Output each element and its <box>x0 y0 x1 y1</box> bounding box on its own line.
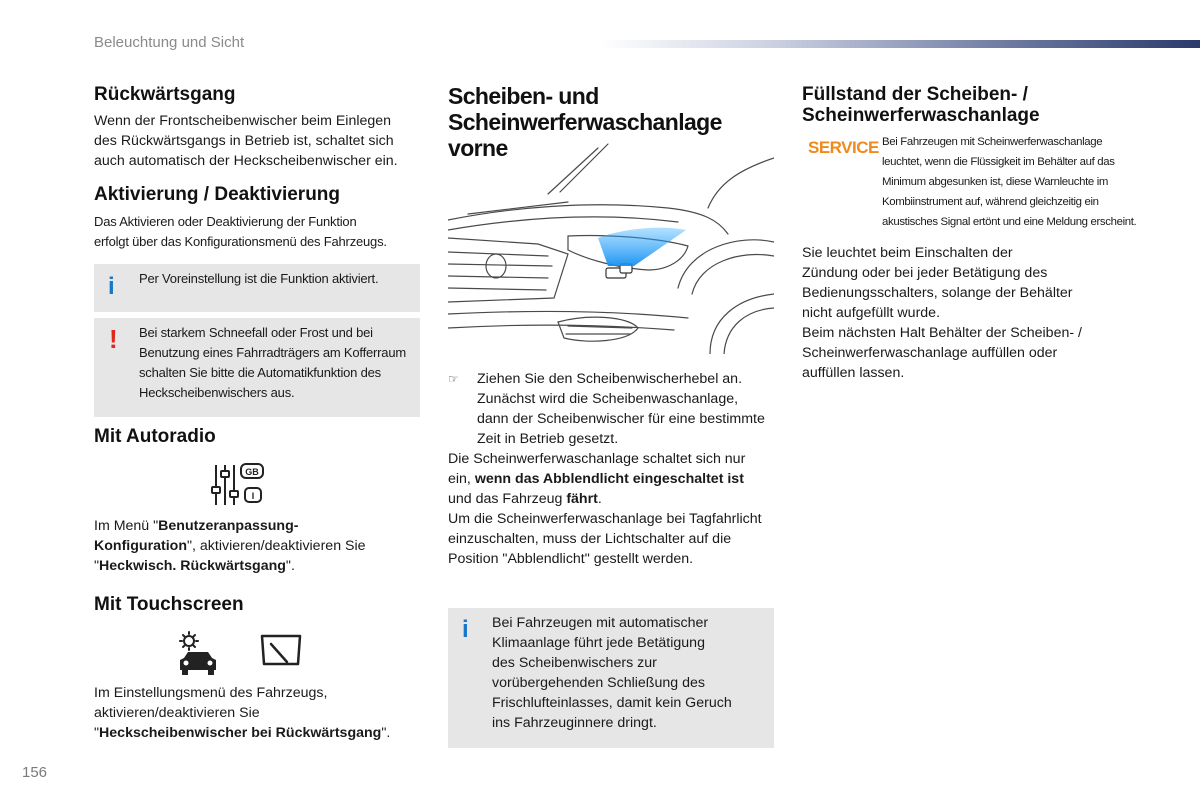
pointing-hand-icon: ☞ <box>448 372 459 386</box>
page-number: 156 <box>22 764 48 781</box>
heading-scheibenwaschanlage: Scheiben- und Scheinwerferwaschanlage vorne <box>448 83 722 161</box>
svg-text:GB: GB <box>245 467 259 477</box>
car-front-illustration <box>448 138 774 354</box>
info-box-klimaanlage-text: Bei Fahrzeugen mit automatischer Klimaanlage führt jede Betätigung des Scheibenwischers zur vorübergehenden Schließung des Frischlufteinlasses, damit kein Geruch ins Fahrzeuginnere dringt. <box>492 615 732 731</box>
paragraph-fuellstand: Sie leuchtet beim Einschalten der Zündung oder bei jeder Betätigung des Bedienungsschalters, solange der Behälter nicht aufgefüllt wurde. Beim nächsten Halt Behälter der Scheiben- / Scheinwerferwaschanlage auffüllen oder auffüllen lassen. <box>802 245 1082 381</box>
info-box-klimaanlage <box>448 608 774 748</box>
step-pull-wiper-lever: ☞ Ziehen Sie den Scheibenwischerhebel an. Zunächst wird die Scheibenwaschanlage, dann der Scheibenwischer für eine bestimmte Zeit in Betrieb gesetzt. <box>448 371 765 447</box>
warning-box-text: Bei starkem Schneefall oder Frost und bei Benutzung eines Fahrradträgers am Kofferraum schalten Sie bitte die Automatikfunktion des Heckscheibenwischers aus. <box>139 325 406 400</box>
section-header: Beleuchtung und Sicht <box>94 34 245 51</box>
info-icon: i <box>462 616 469 643</box>
header-gradient-bar <box>600 40 1200 48</box>
autoradio-settings-icon <box>209 461 269 511</box>
car-settings-icon <box>176 630 220 676</box>
info-icon: i <box>108 273 115 300</box>
paragraph-rueckwaertsgang: Wenn der Frontscheibenwischer beim Einlegen des Rückwärtsgangs in Betrieb ist, schaltet sich auch automatisch der Heckscheibenwischer ein. <box>94 113 398 169</box>
paragraph-aktivierung: Das Aktivieren oder Deaktivierung der Funktion erfolgt über das Konfigurationsmenü des Fahrzeugs. <box>94 214 387 249</box>
info-box-default <box>94 264 420 312</box>
info-box-text: Per Voreinstellung ist die Funktion aktiviert. <box>139 271 379 286</box>
heading-rueckwaertsgang: Rückwärtsgang <box>94 84 236 105</box>
heading-mit-touchscreen: Mit Touchscreen <box>94 594 244 615</box>
rear-wiper-icon <box>258 632 304 668</box>
service-warning-icon: SERVICE <box>808 138 879 157</box>
paragraph-scheinwerferwaschanlage: Die Scheinwerferwaschanlage schaltet sich nur ein, wenn das Abblendlicht eingeschaltet ist und das Fahrzeug fährt. Um die Scheinwerferwaschanlage bei Tagfahrlicht einzuschalten, muss der Lichtschalter auf die Position "Abblendlicht" gestellt werden. <box>448 451 762 567</box>
service-explanation: Bei Fahrzeugen mit Scheinwerferwaschanlage leuchtet, wenn die Flüssigkeit im Behälter auf das Minimum abgesunken ist, diese Warnleuchte im Kombiinstrument auf, während gleichzeitig ein akustisches Signal ertönt und eine Meldung erscheint. <box>882 136 1137 228</box>
heading-aktivierung: Aktivierung / Deaktivierung <box>94 184 341 205</box>
heading-fuellstand: Füllstand der Scheiben- / Scheinwerferwaschanlage <box>802 84 1040 126</box>
heading-mit-autoradio: Mit Autoradio <box>94 426 216 447</box>
warning-box-snow <box>94 318 420 417</box>
paragraph-touchscreen: Im Einstellungsmenü des Fahrzeugs, aktivieren/deaktivieren Sie "Heckscheibenwischer bei Rückwärtsgang". <box>94 685 391 741</box>
svg-text:I: I <box>251 491 255 501</box>
warning-exclamation-icon: ! <box>109 324 118 354</box>
paragraph-autoradio: Im Menü "Benutzeranpassung- Konfiguration", aktivieren/deaktivieren Sie "Heckwisch. Rückwärtsgang". <box>94 518 366 574</box>
